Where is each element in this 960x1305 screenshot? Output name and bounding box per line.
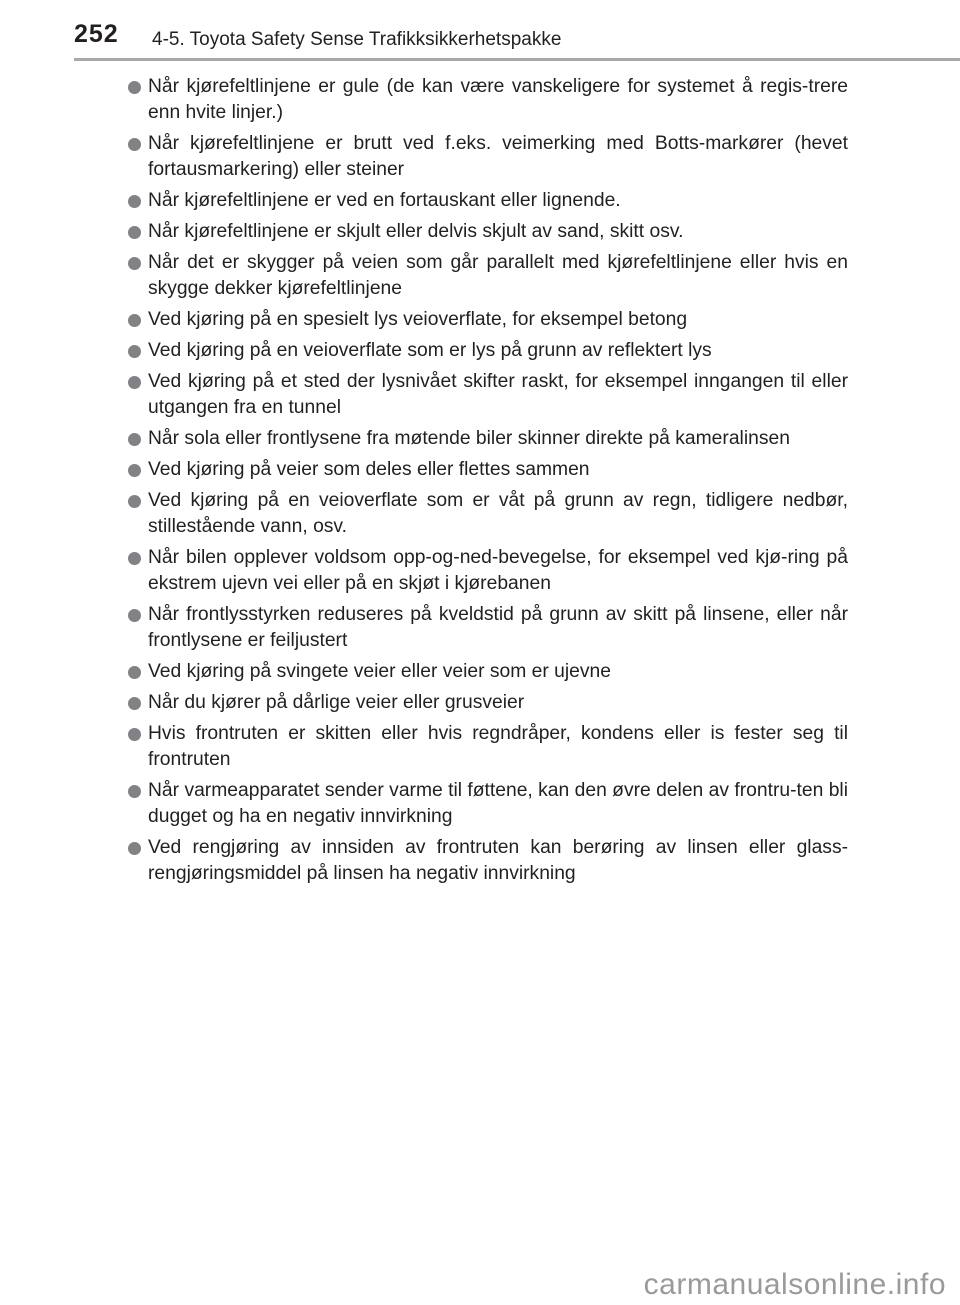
list-item (128, 338, 848, 364)
list-item-text: Hvis frontruten er skitten eller hvis regndråper, kondens eller is fester seg til frontruten (148, 723, 848, 770)
bullet-icon (128, 728, 141, 741)
bullet-icon (128, 314, 141, 327)
list-item-text: Når bilen opplever voldsom opp-og-ned-bevegelse, for eksempel ved kjø-ring på ekstrem ujevn vei eller på en skjøt i kjørebanen (148, 547, 848, 594)
header-divider (74, 58, 960, 61)
bullet-icon (128, 433, 141, 446)
list-item-text: Ved kjøring på et sted der lysnivået skifter raskt, for eksempel inngangen til eller utgangen fra en tunnel (148, 371, 848, 418)
list-item-text: Ved kjøring på en veioverflate som er lys på grunn av reflektert lys (148, 340, 712, 361)
list-item (128, 250, 848, 302)
bullet-icon (128, 785, 141, 798)
list-item-text: Ved rengjøring av innsiden av frontruten kan berøring av linsen eller glass-rengjøringsmiddel på linsen ha negativ innvirkning (148, 837, 848, 884)
list-item-text: Ved kjøring på svingete veier eller veier som er ujevne (148, 661, 611, 682)
list-item (128, 659, 848, 685)
list-item-text: Når kjørefeltlinjene er gule (de kan være vanskeligere for systemet å regis-trere enn hvite linjer.) (148, 76, 848, 123)
list-item (128, 457, 848, 483)
list-item (128, 721, 848, 773)
bullet-icon (128, 495, 141, 508)
bullet-icon (128, 552, 141, 565)
list-item (128, 74, 848, 126)
bullet-icon (128, 226, 141, 239)
watermark-text: carmanualsonline.info (643, 1268, 946, 1301)
list-item (128, 426, 848, 452)
bullet-icon (128, 842, 141, 855)
page-header (0, 0, 960, 58)
section-title: 4-5. Toyota Safety Sense Trafikksikkerhetspakke (152, 29, 562, 50)
bullet-icon (128, 666, 141, 679)
page-number: 252 (74, 20, 119, 48)
bullet-icon (128, 81, 141, 94)
list-item-text: Ved kjøring på veier som deles eller flettes sammen (148, 459, 590, 480)
list-item-text: Når kjørefeltlinjene er skjult eller delvis skjult av sand, skitt osv. (148, 221, 684, 242)
list-item (128, 835, 848, 887)
list-item (128, 307, 848, 333)
list-item (128, 690, 848, 716)
list-item (128, 131, 848, 183)
list-item (128, 488, 848, 540)
list-item (128, 602, 848, 654)
condition-list (128, 74, 848, 892)
list-item-text: Når du kjører på dårlige veier eller grusveier (148, 692, 525, 713)
bullet-icon (128, 697, 141, 710)
list-item-text: Ved kjøring på en veioverflate som er våt på grunn av regn, tidligere nedbør, stillestående vann, osv. (148, 490, 848, 537)
bullet-icon (128, 464, 141, 477)
bullet-icon (128, 257, 141, 270)
list-item (128, 188, 848, 214)
list-item-text: Når varmeapparatet sender varme til føttene, kan den øvre delen av frontru-ten bli dugget og ha en negativ innvirkning (148, 780, 848, 827)
list-item (128, 369, 848, 421)
list-item-text: Når kjørefeltlinjene er ved en fortauskant eller lignende. (148, 190, 621, 211)
bullet-icon (128, 195, 141, 208)
list-item (128, 545, 848, 597)
list-item-text: Ved kjøring på en spesielt lys veioverflate, for eksempel betong (148, 309, 688, 330)
list-item-text: Når frontlysstyrken reduseres på kveldstid på grunn av skitt på linsene, eller når frontlysene er feiljustert (148, 604, 848, 651)
bullet-icon (128, 609, 141, 622)
bullet-icon (128, 138, 141, 151)
list-item-text: Når det er skygger på veien som går parallelt med kjørefeltlinjene eller hvis en skygge dekker kjørefeltlinjene (148, 252, 848, 299)
list-item (128, 778, 848, 830)
list-item-text: Når kjørefeltlinjene er brutt ved f.eks. veimerking med Botts-markører (hevet fortausmarkering) eller steiner (148, 133, 848, 180)
list-item-text: Når sola eller frontlysene fra møtende biler skinner direkte på kameralinsen (148, 428, 790, 449)
bullet-icon (128, 376, 141, 389)
bullet-icon (128, 345, 141, 358)
list-item (128, 219, 848, 245)
